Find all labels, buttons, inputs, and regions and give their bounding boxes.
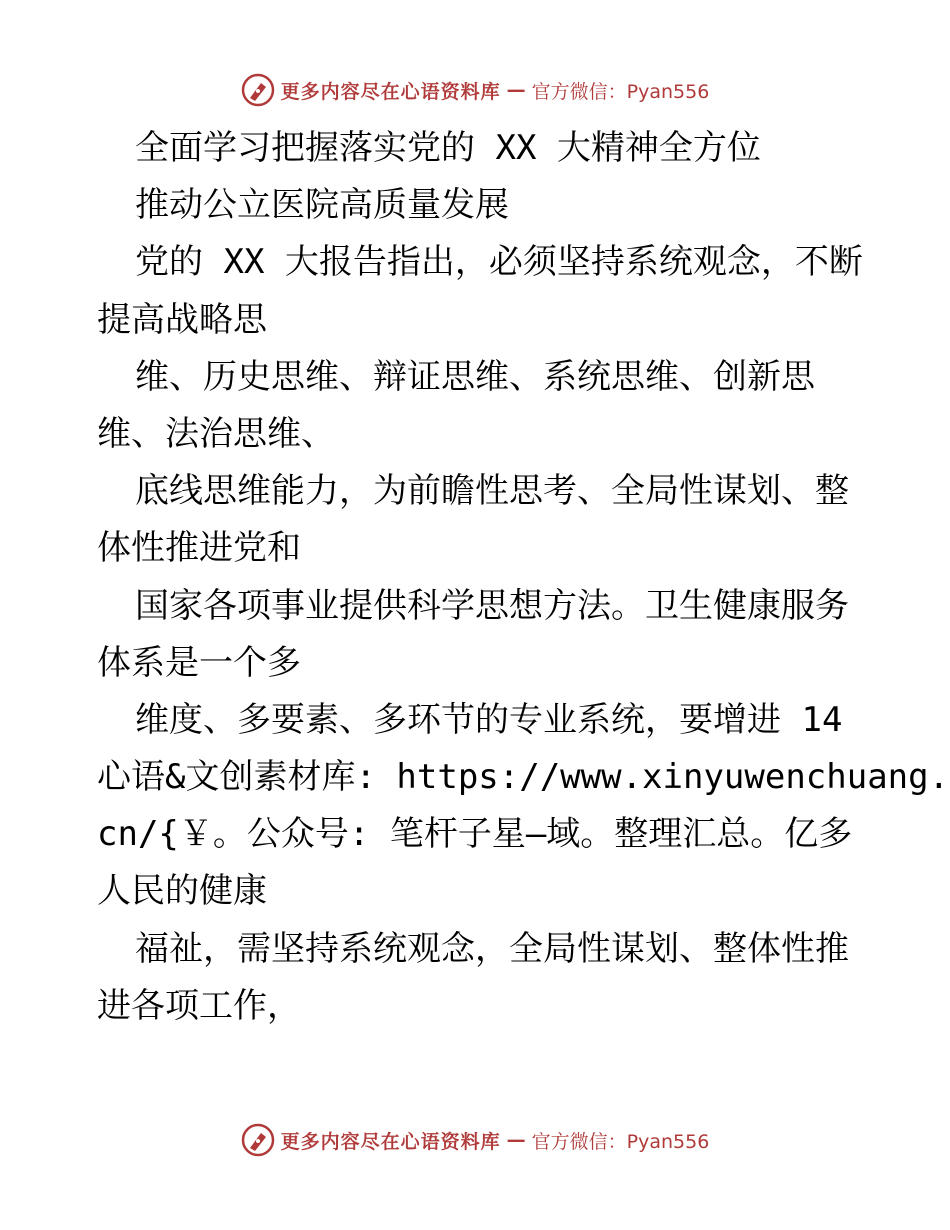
paragraph-line: 国家各项事业提供科学思想方法。卫生健康服务 [135, 585, 849, 626]
banner-contact-text: 官方微信：Pyan556 [531, 1130, 710, 1153]
pen-nib-logo-icon [241, 73, 275, 107]
paragraph-line: 体性推进党和 [97, 528, 301, 569]
banner-brand-text: 更多内容尽在心语资料库 [280, 1130, 501, 1153]
paragraph-line: 维、法治思维、 [97, 413, 335, 454]
paragraph-line: 提高战略思 [97, 299, 267, 340]
title-line-2: 推动公立医院高质量发展 [135, 185, 509, 226]
paragraph-line: 底线思维能力，为前瞻性思考、全局性谋划、整 [135, 471, 849, 512]
header-banner [0, 70, 950, 110]
banner-dash: — [506, 1129, 526, 1151]
paragraph-line: 进各项工作， [97, 985, 301, 1026]
paragraph-line: 体系是一个多 [97, 642, 301, 683]
document-body [97, 120, 950, 1035]
paragraph-line: 维度、多要素、多环节的专业系统，要增进 14 [135, 699, 843, 740]
pen-nib-logo-icon [241, 1123, 275, 1157]
paragraph-line: 维、历史思维、辩证思维、系统思维、创新思 [135, 356, 815, 397]
paragraph-line: cn/{￥。公众号: 笔杆子星—域。整理汇总。亿多 [97, 814, 853, 855]
footer-banner [0, 1120, 950, 1160]
title-line-1: 全面学习把握落实党的 XX 大精神全方位 [135, 128, 761, 168]
paragraph-line: 心语&文创素材库: https://www.xinyuwenchuang. [97, 757, 950, 798]
paragraph-line: 福祉，需坚持系统观念，全局性谋划、整体性推 [135, 928, 849, 969]
banner-dash: — [506, 79, 526, 101]
paragraph-line: 党的 XX 大报告指出，必须坚持系统观念，不断 [135, 242, 863, 283]
banner-contact-text: 官方微信：Pyan556 [531, 80, 710, 103]
banner-brand-text: 更多内容尽在心语资料库 [280, 80, 501, 103]
paragraph-line: 人民的健康 [97, 871, 267, 912]
